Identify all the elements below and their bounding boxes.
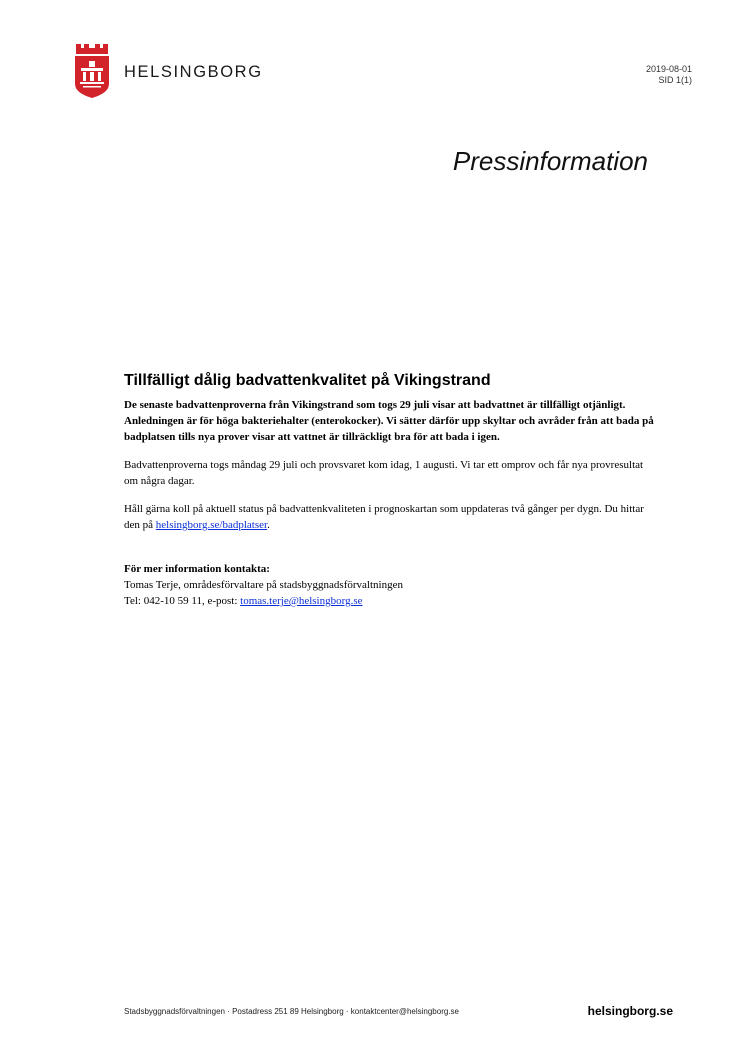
body-paragraph-2 [124, 501, 654, 533]
paragraph-2-text: Håll gärna koll på aktuell status på badvattenkvaliteten i prognoskartan som uppdateras två gånger per dygn. Du hittar den på [124, 503, 644, 531]
document-meta [646, 64, 692, 86]
contact-person: Tomas Terje, områdesförvaltare på stadsbyggnadsförvaltningen [124, 579, 403, 591]
contact-section [124, 561, 654, 609]
contact-email-link[interactable]: tomas.terje@helsingborg.se [240, 595, 363, 607]
helsingborg-crest-logo [74, 44, 110, 98]
footer-website: helsingborg.se [587, 1004, 673, 1018]
lead-paragraph: De senaste badvattenproverna från Vikingstrand som togs 29 juli visar att badvattnet är tillfälligt otjänligt. Anledningen är för höga bakteriehalter (enterokocker). Vi sätter därför upp skyltar och avråder från att bada på badplatsen tills nya prover visar att vattnet är tillräckligt bra för att bada i igen. [124, 399, 654, 443]
brand-wordmark: HELSINGBORG [124, 63, 263, 81]
contact-phone: Tel: 042-10 59 11, e-post: [124, 595, 241, 607]
body-paragraph-1: Badvattenproverna togs måndag 29 juli och provsvaret kom idag, 1 augusti. Vi tar ett omprov och får nya provresultat om några dagar. [124, 459, 644, 487]
press-release-body [124, 371, 654, 609]
badplatser-link[interactable]: helsingborg.se/badplatser [155, 519, 268, 531]
page-number: SID 1(1) [658, 75, 692, 85]
footer-address: Stadsbyggnadsförvaltningen · Postadress 251 89 Helsingborg · kontaktcenter@helsingborg.se [124, 1007, 459, 1016]
document-type-title: Pressinformation [452, 146, 648, 176]
contact-heading: För mer information kontakta: [124, 563, 270, 575]
contact-details [124, 593, 654, 609]
headline: Tillfälligt dålig badvattenkvalitet på Vikingstrand [124, 372, 491, 389]
document-date: 2019-08-01 [645, 64, 692, 74]
paragraph-2-end: . [267, 519, 270, 531]
